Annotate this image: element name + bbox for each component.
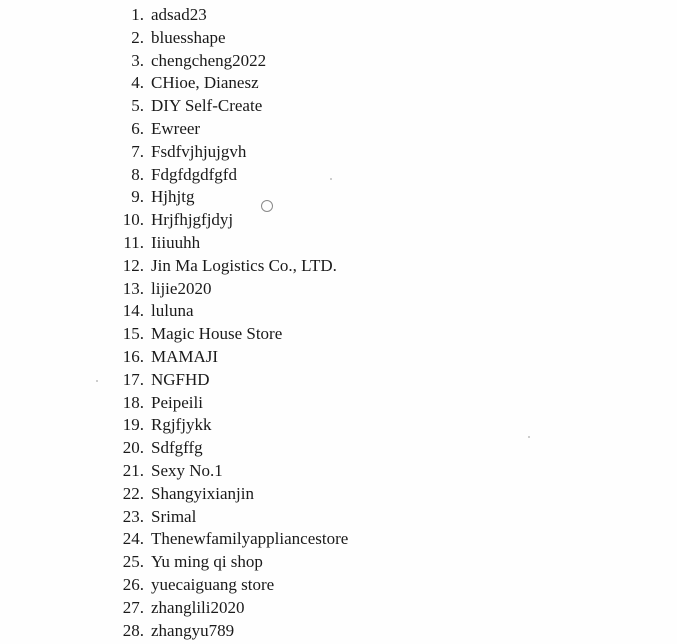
- list-item-name: Magic House Store: [151, 324, 283, 344]
- list-item-name: Yu ming qi shop: [151, 552, 263, 572]
- list-item-name: Fdgfdgdfgfd: [151, 164, 237, 184]
- list-item-number: 23.: [122, 506, 144, 526]
- list-item-number: 21.: [122, 460, 144, 480]
- list-item-number: 16.: [122, 346, 144, 366]
- list-item-name: CHioe, Dianesz: [151, 73, 259, 93]
- list-item-number: 22.: [122, 483, 144, 503]
- list-item-number: 9.: [131, 187, 144, 207]
- scan-artifact-circle: [261, 200, 273, 212]
- list-item-name: Sdfgffg: [151, 438, 203, 458]
- list-item-name: Hjhjtg: [151, 187, 195, 207]
- list-item-name: NGFHD: [151, 369, 210, 389]
- list-item-number: 3.: [131, 50, 144, 70]
- list-item-name: yuecaiguang store: [151, 574, 275, 594]
- list-item-name: Shangyixianjin: [151, 483, 254, 503]
- list-item-number: 12.: [122, 255, 144, 275]
- list-item-number: 25.: [122, 552, 144, 572]
- scan-speck: [96, 380, 98, 382]
- list-item-number: 13.: [122, 278, 144, 298]
- list-item-name: zhanglili2020: [151, 597, 245, 617]
- list-item-name: Iiiuuhh: [151, 232, 201, 252]
- list-item-number: 15.: [122, 324, 144, 344]
- scan-speck: [330, 178, 332, 180]
- list-item-name: Rgjfjykk: [151, 415, 212, 435]
- list-item-name: chengcheng2022: [151, 50, 267, 70]
- list-item-number: 6.: [131, 118, 144, 138]
- list-item-number: 1.: [131, 5, 144, 24]
- list-item-name: bluesshape: [151, 27, 226, 47]
- list-item-number: 4.: [131, 73, 144, 93]
- list-item-name: MAMAJI: [151, 346, 219, 366]
- list-item-name: Thenewfamilyappliancestore: [151, 529, 349, 549]
- list-item-name: Jin Ma Logistics Co., LTD.: [151, 255, 337, 275]
- list-item-name: Srimal: [151, 506, 197, 526]
- list-item-number: 17.: [122, 369, 144, 389]
- list-item-number: 7.: [131, 141, 144, 161]
- list-item-name: Hrjfhjgfjdyj: [151, 210, 234, 230]
- list-item-name: Fsdfvjhjujgvh: [151, 141, 247, 161]
- list-item-number: 2.: [131, 27, 144, 47]
- list-item-number: 26.: [122, 574, 144, 594]
- list-item-number: 8.: [131, 164, 144, 184]
- list-item-number: 14.: [122, 301, 144, 321]
- list-item-number: 10.: [122, 210, 144, 230]
- list-item-name: Ewreer: [151, 118, 201, 138]
- list-item-name: DIY Self-Create: [151, 96, 263, 116]
- list-item-number: 24.: [122, 529, 144, 549]
- list-item-name: lijie2020: [151, 278, 212, 298]
- list-item-number: 27.: [122, 597, 144, 617]
- list-item-name: luluna: [151, 301, 194, 321]
- list-item-name: adsad23: [151, 5, 207, 24]
- list-item-number: 18.: [122, 392, 144, 412]
- list-item-number: 20.: [122, 438, 144, 458]
- list-item-name: Peipeili: [151, 392, 203, 412]
- list-item-number: 28.: [122, 620, 144, 640]
- list-item-name: zhangyu789: [151, 620, 235, 640]
- scan-speck: [528, 436, 530, 438]
- list-item-number: 5.: [131, 96, 144, 116]
- list-item-number: 11.: [123, 232, 144, 252]
- list-item-number: 19.: [122, 415, 144, 435]
- list-item-name: Sexy No.1: [151, 460, 223, 480]
